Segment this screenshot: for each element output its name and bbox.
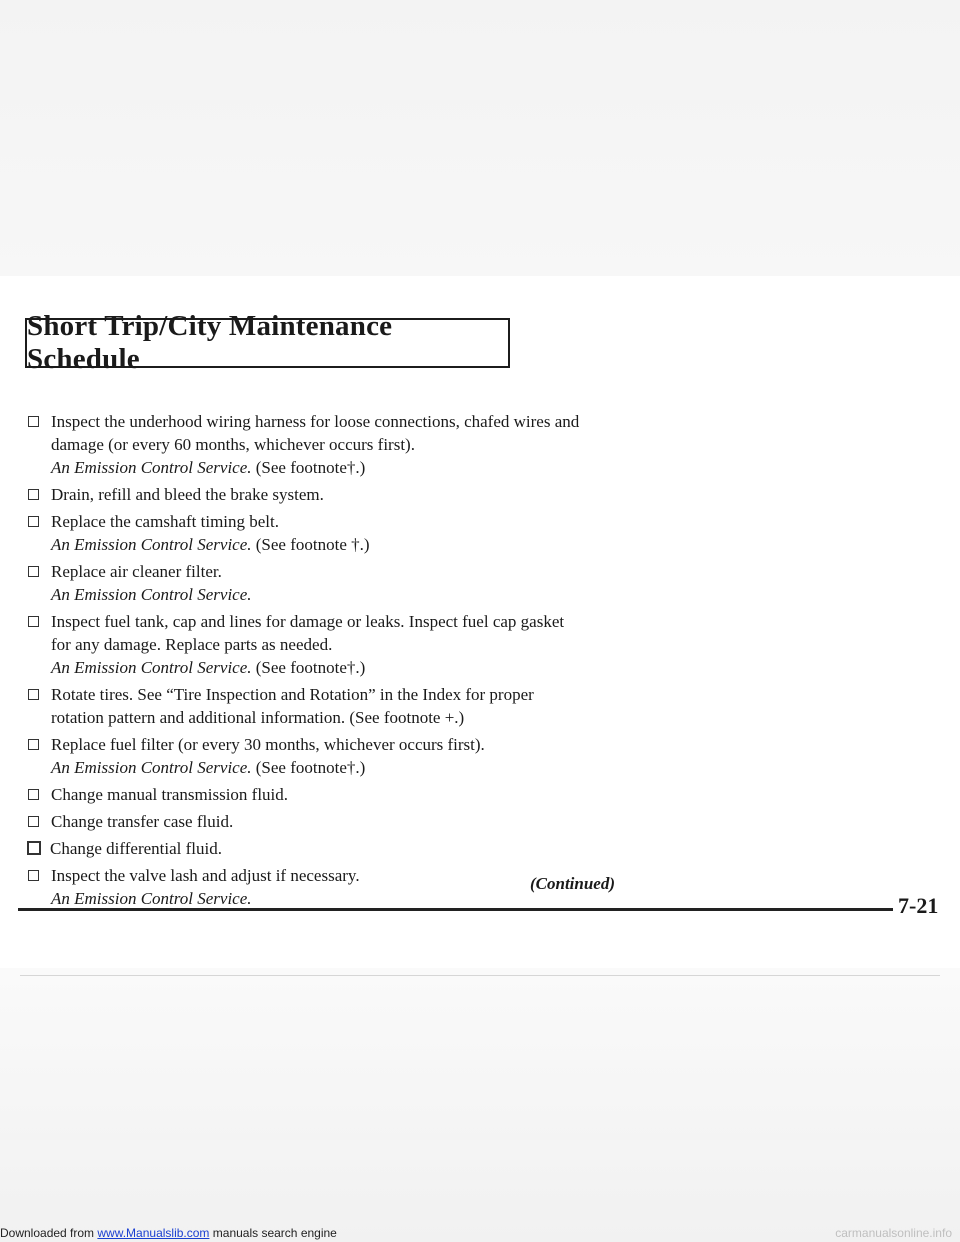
item-text: Inspect fuel tank, cap and lines for damage or leaks. Inspect fuel cap gasket (51, 612, 565, 631)
checkbox-icon (28, 870, 39, 881)
emission-note: An Emission Control Service. (51, 458, 252, 477)
footnote-ref: (See footnote†.) (251, 658, 366, 677)
download-suffix: manuals search engine (209, 1226, 337, 1240)
checkbox-icon (28, 816, 39, 827)
item-text: for any damage. Replace parts as needed. (51, 635, 333, 654)
top-gray-band (0, 0, 960, 276)
scan-artifact-line (20, 975, 940, 976)
checkbox-icon (28, 489, 39, 500)
download-source-bar (0, 1226, 337, 1242)
item-text: Drain, refill and bleed the brake system. (51, 485, 324, 504)
checklist-item (28, 510, 678, 556)
footnote-ref: (See footnote†.) (251, 758, 366, 777)
bottom-gray-band (0, 968, 960, 1242)
download-prefix: Downloaded from (0, 1226, 98, 1240)
watermark-text: carmanualsonline.info (835, 1226, 952, 1240)
emission-note: An Emission Control Service. (51, 889, 252, 908)
checklist-item (28, 783, 678, 806)
footnote-ref: (See footnote †.) (251, 535, 370, 554)
checkbox-icon (28, 689, 39, 700)
page-number: 7-21 (898, 893, 939, 918)
checkbox-icon (28, 566, 39, 577)
item-text: Inspect the underhood wiring harness for loose connections, chafed wires and (51, 412, 580, 431)
checkbox-icon (28, 739, 39, 750)
checkbox-icon (27, 841, 41, 855)
checkbox-icon (28, 616, 39, 627)
section-title: Short Trip/City Maintenance Schedule (27, 310, 393, 375)
checkbox-icon (28, 789, 39, 800)
item-text: rotation pattern and additional information. (See footnote +.) (51, 708, 465, 727)
emission-note: An Emission Control Service. (51, 658, 252, 677)
item-text: Replace air cleaner filter. (51, 562, 222, 581)
footnote-ref: (See footnote†.) (251, 458, 366, 477)
checklist-item (28, 837, 678, 860)
emission-note: An Emission Control Service. (51, 535, 252, 554)
item-text: Rotate tires. See “Tire Inspection and Rotation” in the Index for proper (51, 685, 534, 704)
checklist-item (28, 683, 678, 729)
checkbox-icon (28, 516, 39, 527)
item-text: damage (or every 60 months, whichever occurs first). (51, 435, 415, 454)
item-text: Inspect the valve lash and adjust if necessary. (51, 866, 360, 885)
section-title-box (25, 310, 510, 375)
manualslib-link[interactable]: www.Manualslib.com (97, 1226, 210, 1240)
checklist-item (28, 733, 678, 779)
checklist-item (28, 483, 678, 506)
checklist-item (28, 610, 678, 679)
checklist-item (28, 560, 678, 606)
item-text: Change manual transmission fluid. (51, 785, 289, 804)
maintenance-checklist (28, 410, 678, 910)
item-text: Change differential fluid. (50, 839, 222, 858)
emission-note: An Emission Control Service. (51, 585, 252, 604)
item-text: Replace the camshaft timing belt. (51, 512, 280, 531)
emission-note: An Emission Control Service. (51, 758, 252, 777)
continued-label: (Continued) (530, 874, 616, 893)
footer-rule (18, 908, 893, 911)
checklist-item (28, 810, 678, 833)
checkbox-icon (28, 416, 39, 427)
item-text: Change transfer case fluid. (51, 812, 234, 831)
item-text: Replace fuel filter (or every 30 months, whichever occurs first). (51, 735, 485, 754)
checklist-item (28, 410, 678, 479)
